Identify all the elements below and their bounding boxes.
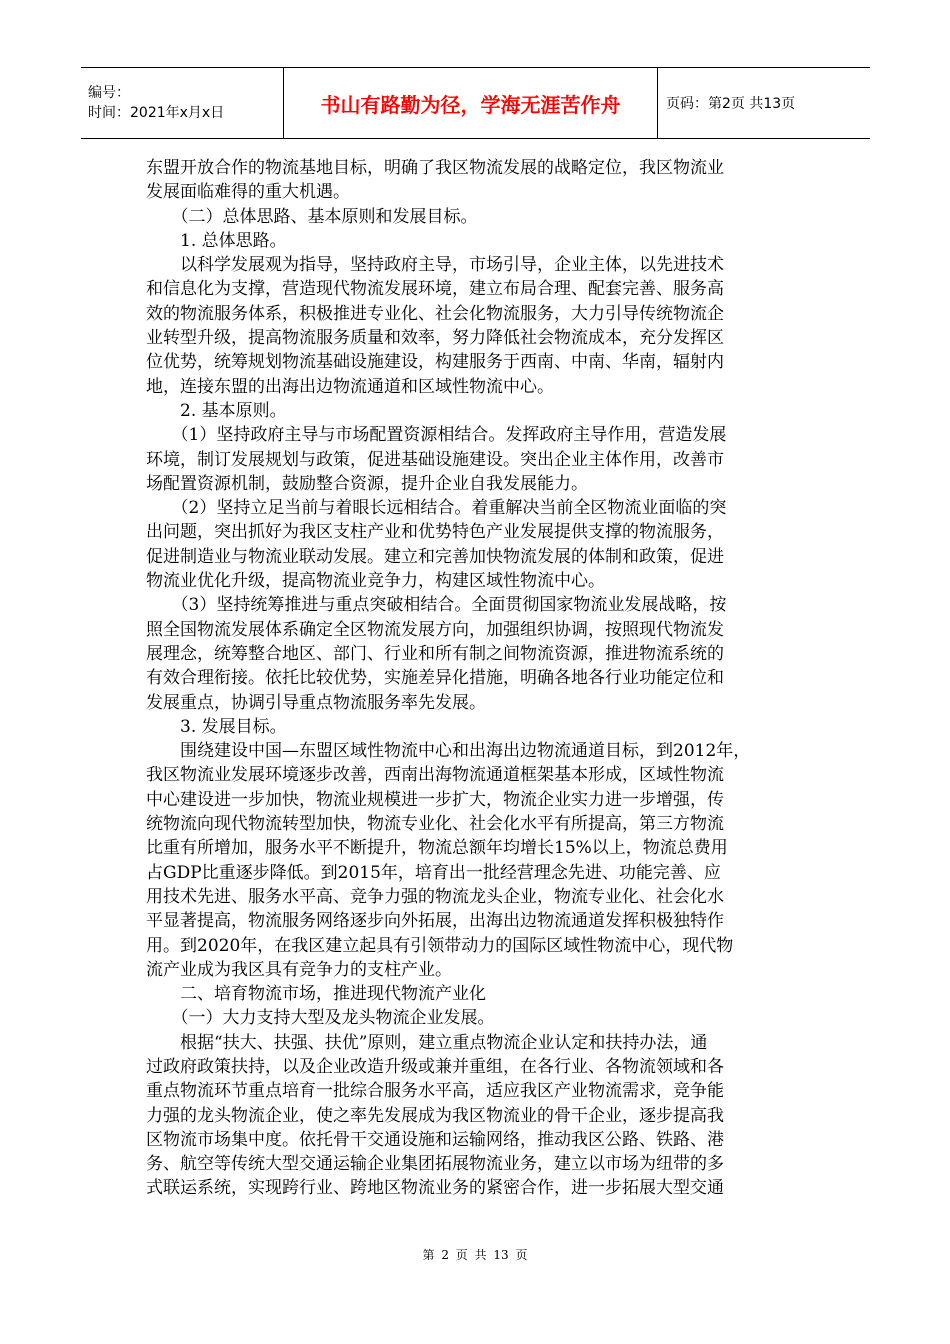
body-text-line: 二、培育物流市场，推进现代物流产业化: [146, 984, 486, 1005]
body-text-line: 效的物流服务体系，积极推进专业化、社会化物流服务，大力引导传统物流企: [146, 303, 724, 324]
body-text-line: 式联运系统，实现跨行业、跨地区物流业务的紧密合作，进一步拓展大型交通: [146, 1178, 724, 1199]
body-text-line: （2）坚持立足当前与着眼长远相结合。着重解决当前全区物流业面临的突: [146, 498, 727, 519]
body-text-line: （3）坚持统筹推进与重点突破相结合。全面贯彻国家物流业发展战略，按: [146, 595, 727, 616]
body-text-line: 促进制造业与物流业联动发展。建立和完善加快物流发展的体制和政策，促进: [146, 546, 724, 567]
header-page-info: [658, 68, 870, 138]
body-text-line: （1）坚持政府主导与市场配置资源相结合。发挥政府主导作用，营造发展: [146, 425, 727, 446]
body-text-line: 照全国物流发展体系确定全区物流发展方向，加强组织协调，按照现代物流发: [146, 619, 724, 640]
body-text-line: 出问题，突出抓好为我区支柱产业和优势特色产业发展提供支撑的物流服务，: [146, 522, 724, 543]
body-text-line: 位优势，统筹规划物流基础设施建设，构建服务于西南、中南、华南，辐射内: [146, 352, 724, 373]
page-number-label: 页码：第2页 共13页: [666, 96, 796, 112]
body-text-line: 占GDP比重逐步降低。到2015年，培育出一批经营理念先进、功能完善、应: [146, 862, 721, 883]
motto-text: 书山有路勤为径，学海无涯苦作舟: [320, 92, 621, 117]
header-meta: [81, 68, 284, 138]
document-time-label: 时间：2021年x月x日: [88, 105, 225, 121]
body-text-line: 有效合理衔接。依托比较优势，实施差异化措施，明确各地各行业功能定位和: [146, 668, 724, 689]
document-body: [146, 156, 806, 1201]
body-text-line: 环境，制订发展规划与政策，促进基础设施建设。突出企业主体作用，改善市: [146, 449, 724, 470]
body-text-line: 根据“扶大、扶强、扶优”原则，建立重点物流企业认定和扶持办法，通: [146, 1032, 708, 1053]
body-text-line: 2. 基本原则。: [146, 400, 287, 421]
body-text-line: 流产业成为我区具有竞争力的支柱产业。: [146, 959, 452, 980]
body-text-line: 区物流市场集中度。依托骨干交通设施和运输网络，推动我区公路、铁路、港: [146, 1129, 724, 1150]
body-text-line: 发展重点，协调引导重点物流服务率先发展。: [146, 692, 486, 713]
page-header: [81, 67, 870, 139]
body-text-line: 力强的龙头物流企业，使之率先发展成为我区物流业的骨干企业，逐步提高我: [146, 1105, 724, 1126]
body-text-line: 物流业优化升级，提高物流业竞争力，构建区域性物流中心。: [146, 571, 605, 592]
body-text-line: 1. 总体思路。: [146, 230, 287, 251]
body-text-line: 过政府政策扶持，以及企业改造升级或兼并重组，在各行业、各物流领域和各: [146, 1056, 724, 1077]
body-text-line: 统物流向现代物流转型加快，物流专业化、社会化水平有所提高，第三方物流: [146, 814, 724, 835]
header-motto: [284, 68, 658, 138]
body-text-line: 展理念，统筹整合地区、部门、行业和所有制之间物流资源，推进物流系统的: [146, 643, 724, 664]
body-text-line: 地，连接东盟的出海出边物流通道和区域性物流中心。: [146, 376, 554, 397]
body-text-line: （一）大力支持大型及龙头物流企业发展。: [146, 1008, 495, 1029]
body-text-line: 东盟开放合作的物流基地目标，明确了我区物流发展的战略定位，我区物流业: [146, 158, 724, 178]
page-footer: 第 2 页 共 13 页: [422, 1248, 528, 1262]
body-text-line: 用。到2020年，在我区建立起具有引领带动力的国际区域性物流中心，现代物: [146, 935, 734, 956]
body-text-line: 我区物流业发展环境逐步改善，西南出海物流通道框架基本形成，区域性物流: [146, 765, 724, 786]
body-text-line: 围绕建设中国—东盟区域性物流中心和出海出边物流通道目标，到2012年，: [146, 741, 751, 762]
document-number-label: 编号：: [88, 85, 130, 101]
body-text-line: 以科学发展观为指导，坚持政府主导，市场引导，企业主体，以先进技术: [146, 255, 724, 276]
body-text-line: 重点物流环节重点培育一批综合服务水平高，适应我区产业物流需求，竞争能: [146, 1081, 724, 1102]
body-text-line: 务、航空等传统大型交通运输企业集团拓展物流业务，建立以市场为纽带的多: [146, 1154, 724, 1175]
body-text-line: 中心建设进一步加快，物流业规模进一步扩大，物流企业实力进一步增强，传: [146, 789, 724, 810]
body-text-line: 和信息化为支撑，营造现代物流发展环境，建立布局合理、配套完善、服务高: [146, 279, 724, 300]
body-text-line: 业转型升级，提高物流服务质量和效率，努力降低社会物流成本，充分发挥区: [146, 328, 724, 349]
body-text-line: 发展面临难得的重大机遇。: [146, 182, 350, 203]
body-text-line: 场配置资源机制，鼓励整合资源，提升企业自我发展能力。: [146, 473, 588, 494]
body-text-line: （二）总体思路、基本原则和发展目标。: [146, 206, 478, 227]
body-text-line: 3. 发展目标。: [146, 716, 287, 737]
body-text-line: 平显著提高，物流服务网络逐步向外拓展，出海出边物流通道发挥积极独特作: [146, 911, 724, 932]
body-text-line: 比重有所增加，服务水平不断提升，物流总额年均增长15%以上，物流总费用: [146, 838, 728, 859]
body-text-line: 用技术先进、服务水平高、竞争力强的物流龙头企业，物流专业化、社会化水: [146, 886, 724, 907]
